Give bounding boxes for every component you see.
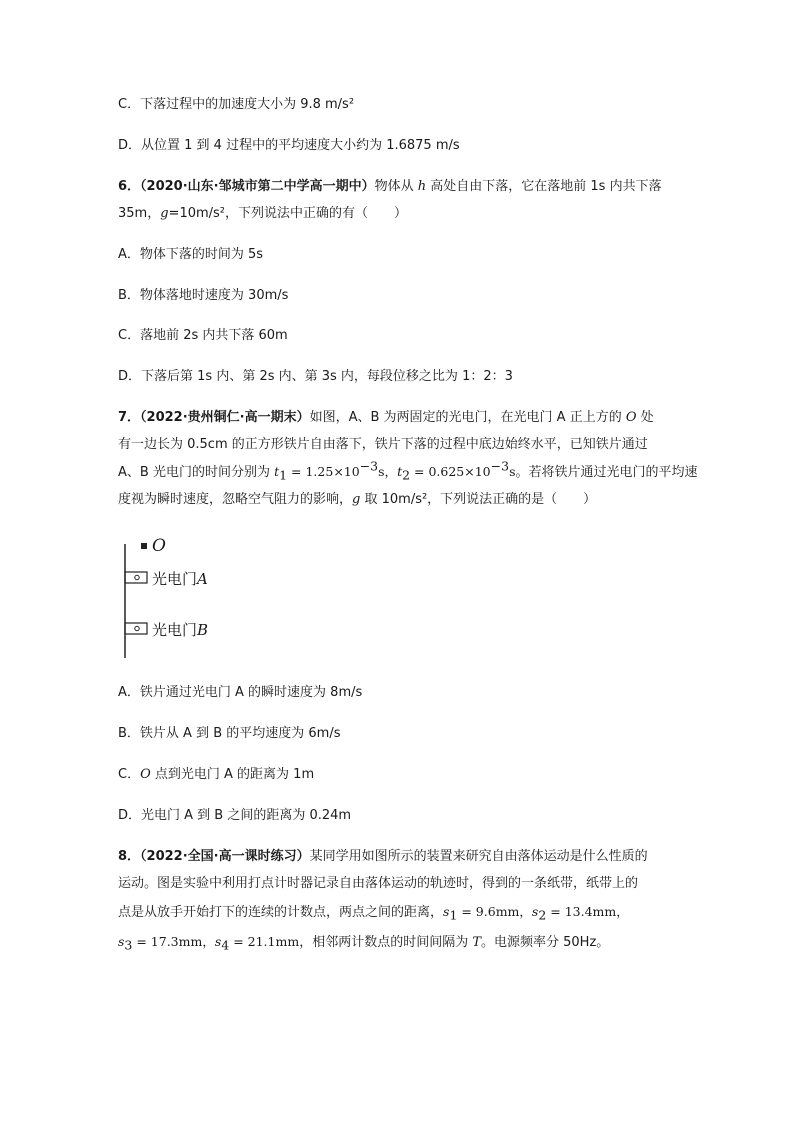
q5-option-d: D．从位置 1 到 4 过程中的平均速度大小约为 1.6875 m/s — [118, 138, 460, 153]
q6-text: =10m/s²，下列说法中正确的有（ ） — [168, 206, 408, 221]
q7-var-o: O — [140, 767, 151, 782]
photogate-a-sensor — [135, 575, 139, 579]
photogate-a-box — [125, 572, 147, 583]
q8-value: = 17.3mm， — [132, 934, 215, 949]
q8-stem-line2: 运动。图是实验中利用打点计时器记录自由落体运动的轨迹时，得到的一条纸带，纸带上的 — [118, 876, 639, 891]
q8-stem-line4 — [118, 932, 678, 953]
q7-var-t1: t — [274, 464, 280, 479]
q8-stem-line3 — [118, 902, 678, 923]
label-text: 光电门 — [152, 570, 198, 588]
label-var: A — [197, 570, 208, 588]
q6-var-g: g — [160, 206, 169, 221]
q7-option-c — [118, 765, 678, 785]
q7-unit: s — [509, 464, 516, 479]
q6-stem-line2 — [118, 204, 678, 224]
q7-var-o: O — [625, 410, 637, 425]
q6-text: 高处自由下落，它在落地前 1s 内共下落 — [426, 179, 662, 194]
q7-eq: = 1.25×10 — [287, 464, 360, 479]
photogate-diagram — [118, 540, 278, 660]
q6-var-h: h — [417, 179, 427, 194]
q8-value: = 13.4mm， — [546, 904, 629, 919]
q7-stem-line3 — [118, 458, 698, 483]
q7-stem-line1 — [118, 408, 678, 428]
q8-var-s4: s — [214, 934, 222, 949]
q7-text: 。若将铁片通过光电门的平均速 — [515, 465, 698, 480]
q6-option-d: D．下落后第 1s 内、第 2s 内、第 3s 内，每段位移之比为 1：2：3 — [118, 369, 513, 384]
iron-sheet-square — [141, 543, 147, 549]
q5-option-c: C．下落过程中的加速度大小为 9.8 m/s² — [118, 97, 355, 112]
q6-source: （2020·山东·邹城市第二中学高一期中） — [140, 179, 375, 194]
q7-sup: −3 — [359, 458, 379, 474]
q8-sub: 2 — [538, 907, 547, 923]
q7-sub: 1 — [279, 467, 288, 483]
photogate-b-sensor — [135, 626, 139, 630]
q8-var-t: T — [472, 935, 481, 950]
q7-number: 7． — [118, 410, 141, 425]
label-text: 光电门 — [152, 621, 198, 639]
option-prefix: C． — [118, 767, 141, 782]
q7-unit: s， — [378, 464, 398, 479]
q6-stem-line1 — [118, 177, 678, 197]
q6-option-b: B．物体落地时速度为 30m/s — [118, 288, 289, 303]
label-var: B — [197, 621, 209, 639]
q7-var-g: g — [352, 492, 361, 507]
q7-text: 度视为瞬时速度，忽略空气阻力的影响， — [118, 492, 353, 507]
q8-var-s3: s — [118, 934, 125, 949]
q7-stem-line2: 有一边长为 0.5cm 的正方形铁片自由落下，铁片下落的过程中底边始终水平，已知铁片通过 — [118, 437, 648, 452]
q8-text: 某同学用如图所示的装置来研究自由落体运动是什么性质的 — [309, 849, 648, 864]
q7-var-t2: t — [397, 464, 403, 479]
q8-stem-line1 — [118, 847, 678, 867]
q7-stem-line4 — [118, 490, 678, 510]
q7-option-a: A．铁片通过光电门 A 的瞬时速度为 8m/s — [118, 685, 363, 700]
q8-var-s2: s — [531, 904, 539, 919]
q8-sub: 3 — [124, 937, 133, 953]
q6-option-a: A．物体下落的时间为 5s — [118, 247, 264, 262]
q8-value: = 21.1mm — [229, 934, 300, 949]
q8-number: 8． — [118, 849, 141, 864]
q8-source: （2022·全国·高一课时练习） — [140, 849, 310, 864]
q6-option-c: C．落地前 2s 内共下落 60m — [118, 328, 288, 343]
photogate-figure — [118, 536, 278, 660]
q7-text: 处 — [636, 410, 654, 425]
q7-option-b: B．铁片从 A 到 B 的平均速度为 6m/s — [118, 726, 341, 741]
figure-label-o: O — [152, 536, 166, 556]
q8-sub: 4 — [221, 937, 230, 953]
q7-text: A、B 光电门的时间分别为 — [118, 465, 275, 480]
q7-text: 如图，A、B 为两固定的光电门，在光电门 A 正上方的 — [309, 410, 626, 425]
q7-sup: −3 — [490, 458, 510, 474]
q8-sub: 1 — [449, 907, 458, 923]
q7-sub: 2 — [402, 467, 411, 483]
figure-label-photogate-a — [152, 568, 208, 589]
q8-var-s1: s — [443, 904, 450, 919]
q7-text: 取 10m/s²，下列说法正确的是（ ） — [360, 492, 597, 507]
q8-value: = 9.6mm， — [457, 904, 532, 919]
photogate-b-box — [125, 623, 147, 634]
q8-text: 。电源频率分 50Hz。 — [481, 935, 610, 950]
q7-source: （2022·贵州铜仁·高一期末） — [140, 410, 310, 425]
q6-text: 35m， — [118, 206, 161, 221]
option-text: 点到光电门 A 的距离为 1m — [150, 767, 315, 782]
figure-label-photogate-b — [152, 619, 208, 640]
q6-text: 物体从 — [374, 179, 418, 194]
q7-option-d: D．光电门 A 到 B 之间的距离为 0.24m — [118, 808, 352, 823]
q7-eq: = 0.625×10 — [410, 464, 491, 479]
q8-text: ，相邻两计数点的时间间隔为 — [299, 935, 473, 950]
q8-text: 点是从放手开始打下的连续的计数点，两点之间的距离， — [118, 905, 444, 920]
q6-number: 6． — [118, 179, 141, 194]
